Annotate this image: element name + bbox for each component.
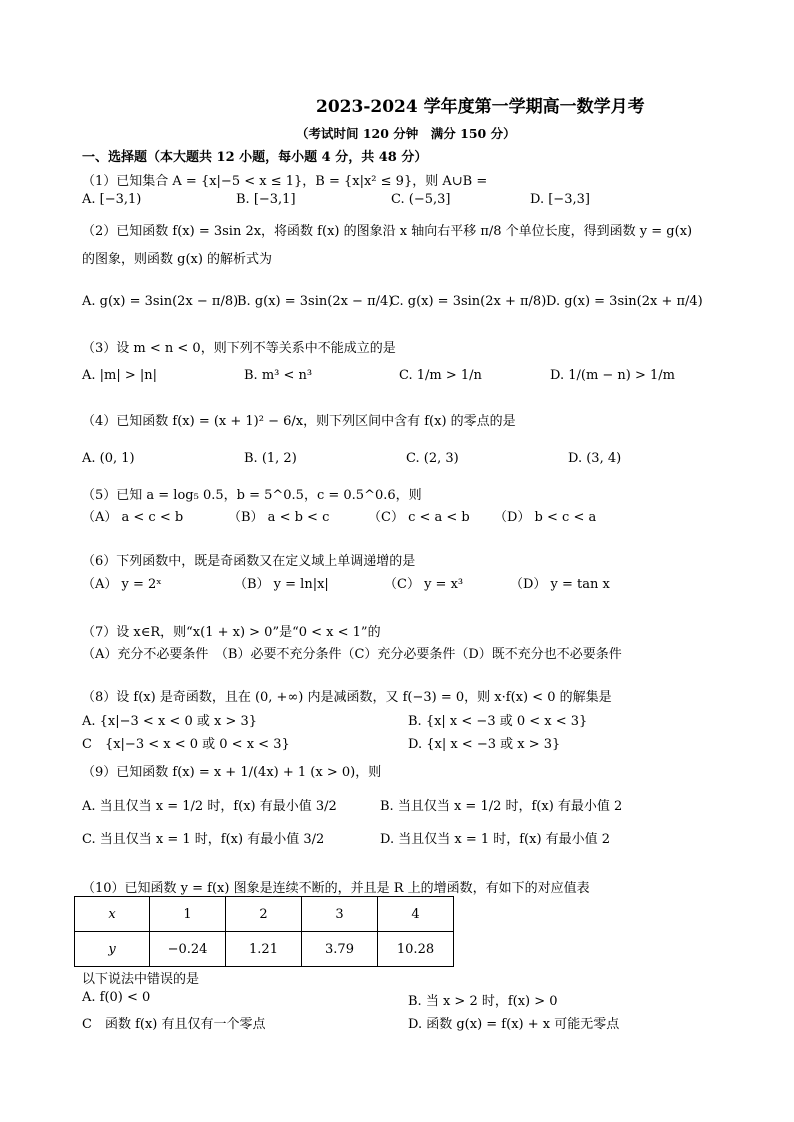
table-header-x: x xyxy=(75,897,150,932)
question-10-option-a: A. f(0) < 0 xyxy=(82,990,151,1005)
question-8-option-d: D. {x| x < −3 或 x > 3} xyxy=(408,737,561,752)
question-9-option-a: A. 当且仅当 x = 1/2 时，f(x) 有最小值 3/2 xyxy=(82,799,337,814)
question-6-stem: （6）下列函数中，既是奇函数又在定义域上单调递增的是 xyxy=(82,554,416,569)
question-8-option-a: A. {x|−3 < x < 0 或 x > 3} xyxy=(82,714,258,729)
question-5-option-a: （A） a < c < b xyxy=(82,510,184,525)
question-7-stem: （7）设 x∈R，则“x(1 + x) > 0”是“0 < x < 1”的 xyxy=(82,625,381,640)
table-cell: 1.21 xyxy=(226,932,302,967)
question-4-stem: （4）已知函数 f(x) = (x + 1)² − 6/x，则下列区间中含有 f(x) 的零点的是 xyxy=(82,414,516,429)
table-cell: 4 xyxy=(378,897,454,932)
question-6-option-d: （D） y = tan x xyxy=(510,577,610,592)
question-2-option-b: B. g(x) = 3sin(2x − π/4) xyxy=(237,294,394,309)
question-6-option-c: （C） y = x³ xyxy=(384,577,464,592)
question-4-option-a: A. (0, 1) xyxy=(82,451,135,466)
table-cell: 1 xyxy=(150,897,226,932)
question-3-option-b: B. m³ < n³ xyxy=(244,368,313,383)
question-3-stem: （3）设 m < n < 0，则下列不等关系中不能成立的是 xyxy=(82,341,396,356)
question-1-option-d: D. [−3,3] xyxy=(530,192,590,207)
question-1-option-a: A. [−3,1) xyxy=(82,192,142,207)
exam-info: （考试时间 120 分钟 满分 150 分） xyxy=(296,126,516,141)
question-9-stem: （9）已知函数 f(x) = x + 1/(4x) + 1 (x > 0)，则 xyxy=(82,765,382,780)
question-10-option-b: B. 当 x > 2 时，f(x) > 0 xyxy=(408,994,558,1009)
question-8-option-b: B. {x| x < −3 或 0 < x < 3} xyxy=(408,714,588,729)
table-row xyxy=(75,932,454,967)
question-8-option-c: C {x|−3 < x < 0 或 0 < x < 3} xyxy=(82,737,290,752)
table-cell: 10.28 xyxy=(378,932,454,967)
question-9-option-c: C. 当且仅当 x = 1 时，f(x) 有最小值 3/2 xyxy=(82,832,325,847)
question-2-option-d: D. g(x) = 3sin(2x + π/4) xyxy=(546,294,703,309)
question-4-option-c: C. (2, 3) xyxy=(406,451,459,466)
question-5-option-b: （B） a < b < c xyxy=(228,510,330,525)
section-heading: 一、选择题（本大题共 12 小题，每小题 4 分，共 48 分） xyxy=(82,150,428,165)
question-9-option-b: B. 当且仅当 x = 1/2 时，f(x) 有最小值 2 xyxy=(380,799,623,814)
question-3-option-a: A. |m| > |n| xyxy=(82,368,158,383)
table-row xyxy=(75,897,454,932)
question-1-stem: （1）已知集合 A = {x|−5 < x ≤ 1}，B = {x|x² ≤ 9}，则 A∪B = xyxy=(82,174,488,189)
question-2-stem-line-2: 的图象，则函数 g(x) 的解析式为 xyxy=(82,252,273,267)
question-4-option-d: D. (3, 4) xyxy=(568,451,622,466)
question-9-option-d: D. 当且仅当 x = 1 时，f(x) 有最小值 2 xyxy=(380,832,611,847)
question-3-option-d: D. 1/(m − n) > 1/m xyxy=(550,368,676,383)
value-table xyxy=(74,896,454,967)
question-2-stem-line-1: （2）已知函数 f(x) = 3sin 2x，将函数 f(x) 的图象沿 x 轴向右平移 π/8 个单位长度，得到函数 y = g(x) xyxy=(82,224,693,239)
question-1-option-c: C. (−5,3] xyxy=(391,192,451,207)
table-cell: 2 xyxy=(226,897,302,932)
question-5-option-d: （D） b < c < a xyxy=(494,510,597,525)
page-title: 2023-2024 学年度第一学期高一数学月考 xyxy=(316,97,645,117)
question-1-option-b: B. [−3,1] xyxy=(236,192,296,207)
question-2-option-a: A. g(x) = 3sin(2x − π/8) xyxy=(82,294,239,309)
table-cell: 3.79 xyxy=(302,932,378,967)
question-4-option-b: B. (1, 2) xyxy=(244,451,297,466)
question-10-option-d: D. 函数 g(x) = f(x) + x 可能无零点 xyxy=(408,1017,620,1032)
question-2-option-c: C. g(x) = 3sin(2x + π/8) xyxy=(390,294,547,309)
table-header-y: y xyxy=(75,932,150,967)
question-10-stem: （10）已知函数 y = f(x) 图象是连续不断的，并且是 R 上的增函数，有如下的对应值表 xyxy=(82,881,590,896)
table-cell: 3 xyxy=(302,897,378,932)
question-6-option-a: （A） y = 2ˣ xyxy=(82,577,162,592)
question-7-options: （A）充分不必要条件 （B）必要不充分条件（C）充分必要条件（D）既不充分也不必要条件 xyxy=(82,647,622,662)
question-10-prompt: 以下说法中错误的是 xyxy=(82,972,200,987)
question-8-stem: （8）设 f(x) 是奇函数，且在 (0, +∞) 内是减函数，又 f(−3) = 0，则 x·f(x) < 0 的解集是 xyxy=(82,690,612,705)
question-6-option-b: （B） y = ln|x| xyxy=(234,577,329,592)
question-3-option-c: C. 1/m > 1/n xyxy=(399,368,482,383)
question-5-stem: （5）已知 a = log₅ 0.5，b = 5^0.5，c = 0.5^0.6，则 xyxy=(82,488,422,503)
question-5-option-c: （C） c < a < b xyxy=(368,510,470,525)
table-cell: −0.24 xyxy=(150,932,226,967)
question-10-option-c: C 函数 f(x) 有且仅有一个零点 xyxy=(82,1017,266,1032)
